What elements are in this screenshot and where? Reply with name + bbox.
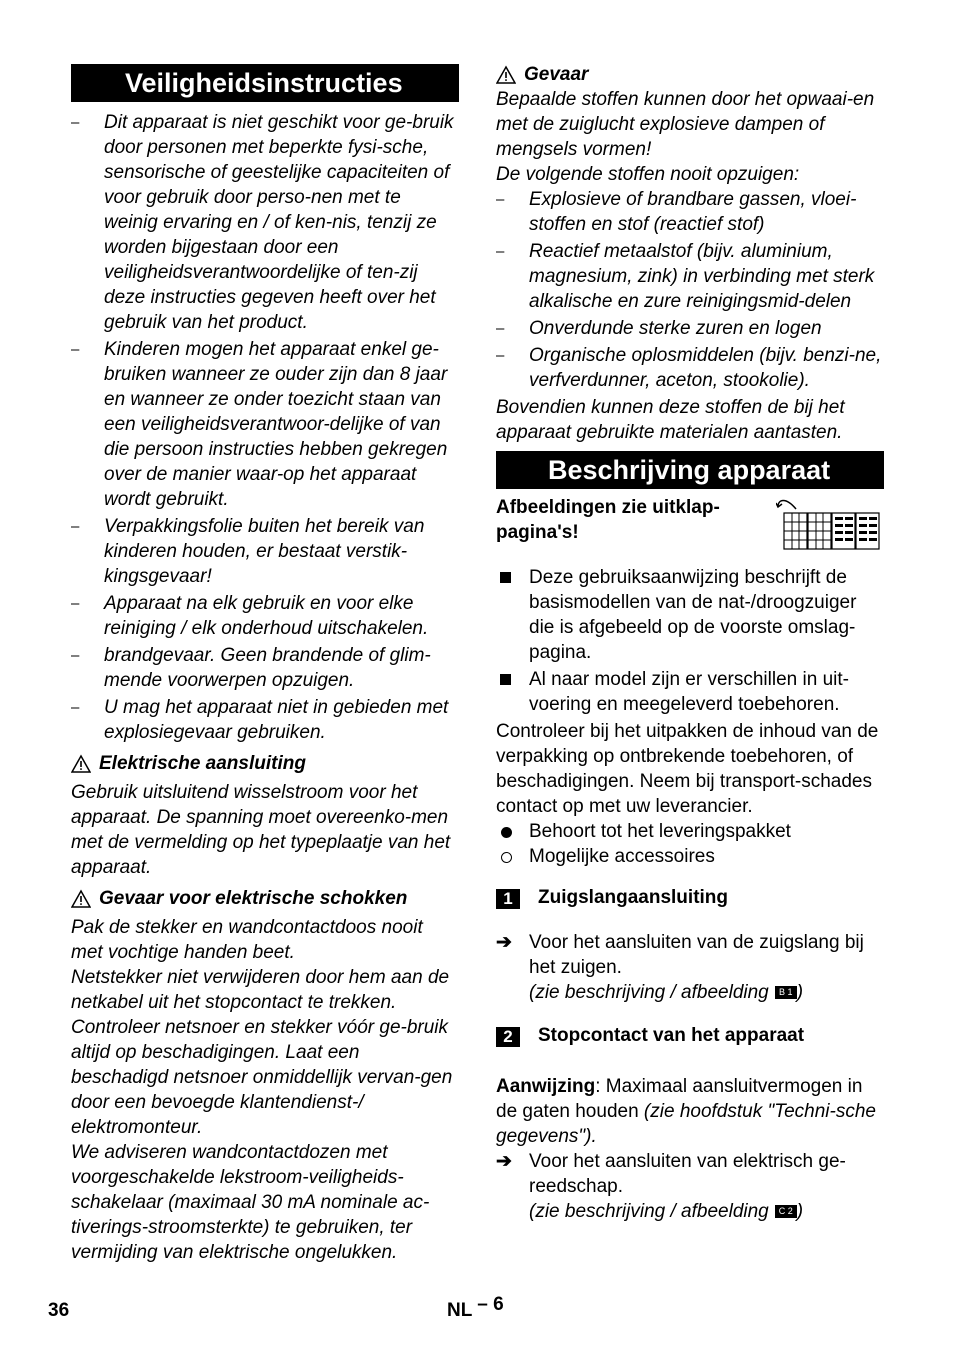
warning-triangle-icon — [496, 65, 516, 85]
figure-reference-label: Afbeeldingen zie uitklap-pagina's! — [496, 497, 720, 543]
note-paragraph: Aanwijzing: Maximaal aansluitvermogen in de gaten houden (zie hoofdstuk "Techni-sche gegevens"). — [496, 1076, 876, 1147]
figure-reference: (zie beschrijving / afbeelding C 2 ) — [529, 1201, 804, 1222]
page-language-footer: NL – 6 — [447, 1294, 504, 1321]
paragraph: Controleer netsnoer en stekker vóór ge-bruik altijd op beschadigingen. Laat een beschadigd netsnoer onmiddellijk vervan-gen door een bevoegde klantendienst-/ elektromonteur. — [71, 1017, 453, 1138]
paragraph: De volgende stoffen nooit opzuigen: — [496, 164, 800, 185]
arrow-right-icon: ➔ — [496, 1151, 512, 1172]
square-bullet-icon — [500, 674, 511, 685]
paragraph: Netstekker niet verwijderen door hem aan de netkabel uit het stopcontact te trekken. — [71, 967, 450, 1013]
legend-item-included: Behoort tot het leveringspakket — [496, 819, 884, 844]
list-item: – Apparaat na elk gebruik en voor elke reiniging / elk onderhoud uitschakelen. — [71, 593, 429, 639]
warning-triangle-icon — [71, 889, 91, 909]
list-item: – brandgevaar. Geen brandende of glim-mende voorwerpen opzuigen. — [71, 645, 431, 691]
list-item: – Reactief metaalstof (bijv. aluminium, magnesium, zink) in verbinding met sterk alkalische en zure reinigingsmid-delen — [496, 241, 875, 312]
section-title-safety: Veiligheidsinstructies — [71, 64, 459, 102]
action-item: ➔ Voor het aansluiten van de zuigslang bij het zuigen. — [496, 932, 864, 978]
list-item: – Dit apparaat is niet geschikt voor ge-bruik door personen met beperkte fysi-sche, sensorische of geestelijke capaciteiten of voor gebruik door perso-nen met te weinig ervaring en / of ken-nis, tenzij ze worden bijgestaan door een veiligheidsverantwoordelijke of ten-zij deze instructies gegeven heeft over het gebruik van het product. — [71, 112, 454, 333]
warning-heading-shock: Gevaar voor elektrische schokken — [71, 886, 459, 911]
square-bullet-icon — [500, 572, 511, 583]
filled-circle-icon — [501, 827, 512, 838]
page-number: 36 — [48, 1300, 70, 1321]
empty-circle-icon — [501, 852, 512, 863]
list-item: – Organische oplosmiddelen (bijv. benzi-ne, verfverdunner, aceton, stookolie). — [496, 345, 882, 391]
list-item: Al naar model zijn er verschillen in uit-voering en meegeleverd toebehoren. — [496, 667, 884, 717]
figure-c2-icon: C 2 — [775, 1205, 797, 1218]
figure-reference: (zie beschrijving / afbeelding B 1 ) — [529, 982, 804, 1003]
list-item: – U mag het apparaat niet in gebieden met explosiegevaar gebruiken. — [71, 697, 449, 743]
warning-triangle-icon — [71, 754, 91, 774]
paragraph: Gebruik uitsluitend wisselstroom voor het apparaat. De spanning moet overeenko-men met de vermelding op het typeplaatje van het apparaat. — [71, 782, 451, 878]
left-column — [71, 64, 459, 1265]
section-title-description: Beschrijving apparaat — [496, 451, 884, 489]
danger-heading: Gevaar — [496, 62, 884, 87]
list-item: – Onverdunde sterke zuren en logen — [496, 318, 822, 339]
paragraph: Controleer bij het uitpakken de inhoud van de verpakking op ontbrekende toebehoren, of beschadigingen. Neem bij transport-schades contact op met uw leverancier. — [496, 721, 879, 817]
list-item: – Kinderen mogen het apparaat enkel ge-bruiken wanneer ze ouder zijn dan 8 jaar en wanneer ze onder toezicht staan van een veiligheidsverantwoor-delijke of van die persoon instructies hebben gekregen over de manier waar-op het apparaat wordt gebruikt. — [71, 339, 448, 510]
warning-heading-electrical: Elektrische aansluiting — [71, 751, 459, 776]
foldout-pages-icon — [776, 495, 884, 551]
paragraph: Bepaalde stoffen kunnen door het opwaai-en met de zuiglucht explosieve dampen of mengsels vormen! — [496, 89, 875, 160]
figure-b1-icon: B 1 — [775, 986, 797, 999]
paragraph: We adviseren wandcontactdozen met voorgeschakelde lekstroom-veiligheids-schakelaar (maximaal 30 mA nominale ac-tiverings-stroomsterkte) te gebruiken, ter vermijding van elektrische ongelukken. — [71, 1142, 430, 1263]
list-item: – Verpakkingsfolie buiten het bereik van kinderen houden, er bestaat verstik-kingsgevaar! — [71, 516, 425, 587]
component-heading-2: 2 Stopcontact van het apparaat — [496, 1023, 884, 1048]
list-item: – Explosieve of brandbare gassen, vloei-stoffen en stof (reactief stof) — [496, 189, 857, 235]
legend-item-optional: Mogelijke accessoires — [496, 844, 884, 869]
paragraph: Pak de stekker en wandcontactdoos nooit met vochtige handen beet. — [71, 917, 423, 963]
figure-reference-row — [496, 495, 884, 551]
right-column — [496, 62, 884, 1224]
list-item: Deze gebruiksaanwijzing beschrijft de basismodellen van de nat-/droogzuiger die is afgebeeld op de voorste omslag-pagina. — [496, 565, 884, 665]
arrow-right-icon: ➔ — [496, 932, 512, 953]
paragraph: Bovendien kunnen deze stoffen de bij het apparaat gebruikte materialen aantasten. — [496, 397, 845, 443]
component-heading-1: 1 Zuigslangaansluiting — [496, 885, 884, 910]
action-item: ➔ Voor het aansluiten van elektrisch ge-reedschap. — [496, 1151, 846, 1197]
